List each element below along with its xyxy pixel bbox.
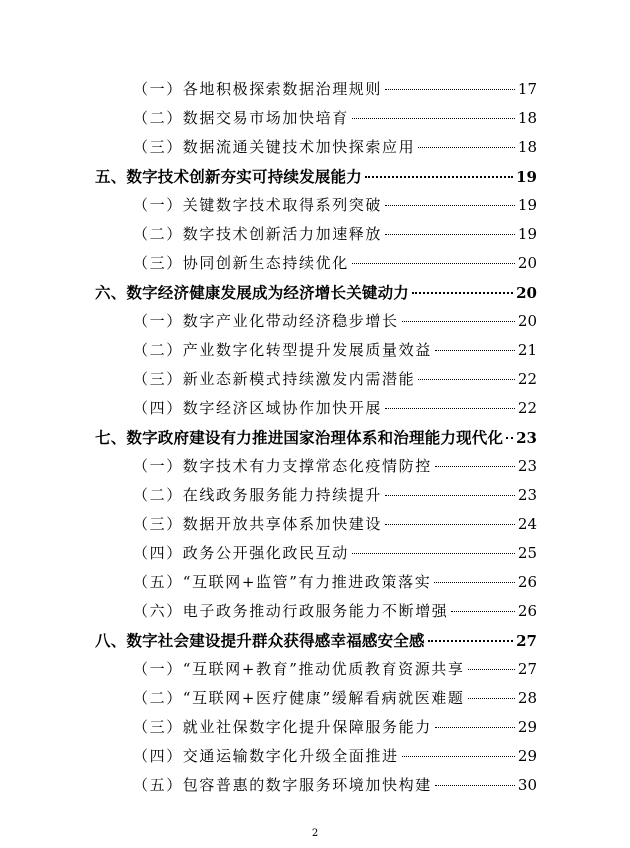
toc-entry-page-number: 20 <box>516 284 537 302</box>
toc-entry-title: （一）各地积极探索数据治理规则 <box>133 80 383 98</box>
toc-entry-title: 八、数字社会建设提升群众获得感幸福感安全感 <box>95 631 425 650</box>
toc-entry-page-number: 19 <box>517 196 537 214</box>
toc-entry-title: （三）数据开放共享体系加快建设 <box>133 515 383 533</box>
toc-dot-leader <box>352 262 515 264</box>
toc-dot-leader <box>434 581 515 583</box>
toc-entry-title: （四）数字经济区域协作加快开展 <box>133 399 383 417</box>
toc-entry-page-number: 29 <box>517 747 537 765</box>
toc-entry-page-number: 23 <box>516 429 537 447</box>
page-number: 2 <box>311 828 319 839</box>
toc-entry-page-number: 18 <box>517 138 537 156</box>
toc-entry-page-number: 27 <box>517 660 537 678</box>
toc-dot-leader <box>402 320 515 322</box>
toc-entry-title: （五）包容普惠的数字服务环境加快构建 <box>133 776 432 794</box>
toc-entry-page-number: 23 <box>517 457 537 475</box>
toc-chapter-entry[interactable] <box>95 626 537 655</box>
toc-entry-page-number: 20 <box>517 254 537 272</box>
toc-entry-title: （二）在线政务服务能力持续提升 <box>133 486 383 504</box>
toc-dot-leader <box>435 465 515 467</box>
toc-entry-page-number: 22 <box>517 370 537 388</box>
toc-section-entry[interactable] <box>95 510 537 539</box>
toc-dot-leader <box>385 233 515 235</box>
toc-entry-title: （四）政务公开强化政民互动 <box>133 544 349 562</box>
toc-dot-leader <box>435 349 515 351</box>
toc-dot-leader <box>418 378 515 380</box>
toc-section-entry[interactable] <box>95 655 537 684</box>
toc-section-entry[interactable] <box>95 481 537 510</box>
toc-dot-leader <box>402 755 515 757</box>
toc-entry-title: （四）交通运输数字化升级全面推进 <box>133 747 399 765</box>
toc-entry-page-number: 20 <box>517 312 537 330</box>
toc-entry-title: 五、数字技术创新夯实可持续发展能力 <box>95 167 362 186</box>
toc-entry-title: （一）数字产业化带动经济稳步增长 <box>133 312 399 330</box>
toc-section-entry[interactable] <box>95 249 537 278</box>
toc-dot-leader <box>412 291 513 294</box>
toc-entry-title: 七、数字政府建设有力推进国家治理体系和治理能力现代化 <box>95 428 504 447</box>
toc-dot-leader <box>468 668 515 670</box>
toc-section-entry[interactable] <box>95 742 537 771</box>
toc-dot-leader <box>418 146 515 148</box>
toc-dot-leader <box>451 610 515 612</box>
toc-section-entry[interactable] <box>95 713 537 742</box>
toc-entry-title: （二）“互联网+医疗健康”缓解看病就医难题 <box>133 689 465 707</box>
toc-dot-leader <box>352 552 515 554</box>
toc-entry-title: （三）数据流通关键技术加快探索应用 <box>133 138 416 156</box>
table-of-contents <box>95 75 537 800</box>
toc-dot-leader <box>435 726 515 728</box>
toc-entry-page-number: 26 <box>517 602 537 620</box>
toc-dot-leader <box>428 639 513 642</box>
toc-entry-page-number: 27 <box>516 632 537 650</box>
toc-dot-leader <box>435 784 515 786</box>
toc-dot-leader <box>385 88 515 90</box>
toc-entry-page-number: 26 <box>517 573 537 591</box>
toc-dot-leader <box>385 204 515 206</box>
toc-entry-title: 六、数字经济健康发展成为经济增长关键动力 <box>95 283 410 302</box>
toc-entry-title: （一）“互联网+教育”推动优质教育资源共享 <box>133 660 465 678</box>
toc-section-entry[interactable] <box>95 365 537 394</box>
toc-section-entry[interactable] <box>95 220 537 249</box>
toc-entry-title: （二）数字技术创新活力加速释放 <box>133 225 383 243</box>
toc-dot-leader <box>506 436 513 439</box>
toc-entry-title: （二）产业数字化转型提升发展质量效益 <box>133 341 432 359</box>
toc-entry-page-number: 18 <box>517 109 537 127</box>
toc-section-entry[interactable] <box>95 539 537 568</box>
toc-entry-page-number: 19 <box>516 168 537 186</box>
toc-entry-page-number: 22 <box>517 399 537 417</box>
toc-entry-title: （三）就业社保数字化提升保障服务能力 <box>133 718 432 736</box>
toc-chapter-entry[interactable] <box>95 162 537 191</box>
toc-entry-title: （三）新业态新模式持续激发内需潜能 <box>133 370 416 388</box>
toc-section-entry[interactable] <box>95 307 537 336</box>
toc-entry-page-number: 25 <box>517 544 537 562</box>
toc-section-entry[interactable] <box>95 597 537 626</box>
toc-section-entry[interactable] <box>95 191 537 220</box>
toc-section-entry[interactable] <box>95 394 537 423</box>
toc-entry-page-number: 28 <box>517 689 537 707</box>
toc-entry-page-number: 29 <box>517 718 537 736</box>
toc-entry-page-number: 19 <box>517 225 537 243</box>
toc-entry-page-number: 23 <box>517 486 537 504</box>
toc-entry-page-number: 17 <box>517 80 537 98</box>
toc-dot-leader <box>365 175 513 178</box>
toc-section-entry[interactable] <box>95 133 537 162</box>
toc-dot-leader <box>352 117 515 119</box>
toc-dot-leader <box>385 407 515 409</box>
toc-entry-title: （二）数据交易市场加快培育 <box>133 109 349 127</box>
toc-dot-leader <box>385 523 515 525</box>
toc-section-entry[interactable] <box>95 568 537 597</box>
toc-entry-title: （一）关键数字技术取得系列突破 <box>133 196 383 214</box>
toc-dot-leader <box>468 697 515 699</box>
toc-chapter-entry[interactable] <box>95 423 537 452</box>
toc-section-entry[interactable] <box>95 104 537 133</box>
toc-entry-title: （三）协同创新生态持续优化 <box>133 254 349 272</box>
toc-section-entry[interactable] <box>95 771 537 800</box>
toc-entry-page-number: 21 <box>517 341 537 359</box>
toc-chapter-entry[interactable] <box>95 278 537 307</box>
toc-entry-title: （六）电子政务推动行政服务能力不断增强 <box>133 602 449 620</box>
toc-section-entry[interactable] <box>95 684 537 713</box>
toc-section-entry[interactable] <box>95 336 537 365</box>
toc-entry-title: （五）“互联网+监管”有力推进政策落实 <box>133 573 432 591</box>
toc-section-entry[interactable] <box>95 452 537 481</box>
toc-section-entry[interactable] <box>95 75 537 104</box>
toc-entry-page-number: 30 <box>517 776 537 794</box>
toc-entry-page-number: 24 <box>517 515 537 533</box>
toc-entry-title: （一）数字技术有力支撑常态化疫情防控 <box>133 457 432 475</box>
toc-dot-leader <box>385 494 515 496</box>
